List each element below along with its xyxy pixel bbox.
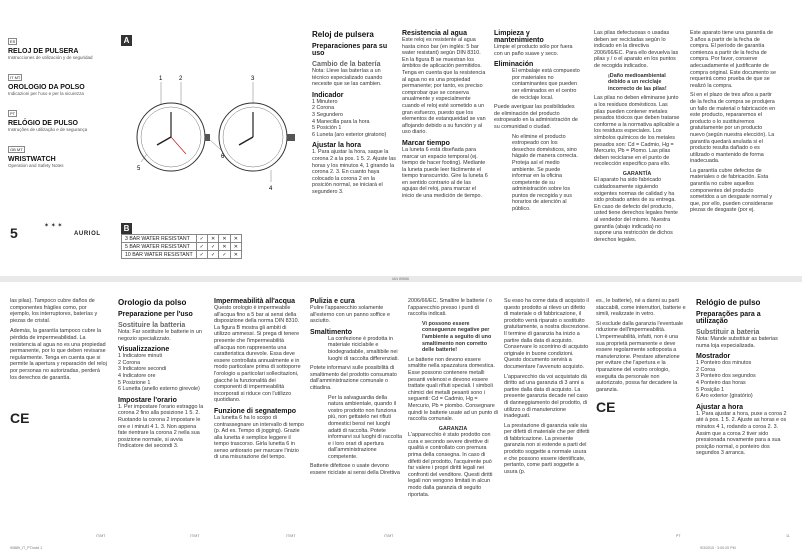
language-entry-pt — [8, 102, 113, 132]
es-battery-heading: Cambio de la batería — [312, 61, 381, 68]
title-pt: RELÓGIO DE PULSO — [8, 120, 79, 127]
table-row — [122, 251, 242, 259]
table-row — [122, 243, 242, 251]
brand-logo: AURIOL — [74, 231, 101, 237]
ce-mark: CE — [596, 399, 616, 416]
list-item: 1 Minutero — [312, 98, 338, 105]
language-entry-es — [8, 30, 113, 60]
it-clean-heading: Pulizia e cura — [310, 298, 355, 305]
it-display-heading: Visualizzazione — [118, 346, 170, 354]
es-disposal-text: El embalaje está compuesto por materiales no contaminantes que pueden ser eliminados en el centro de reciclaje local. — [512, 68, 580, 101]
es-column-1 — [312, 30, 396, 196]
it-col5-text: Su esso ha come data di acquisto il questo prodotto ai rilevo un difetto di materiale o di fabbricazione, il prodotto verrà riparato o sostituito gratuitamente, a nostra discrezione. Il termine di garanzia ha inizio a partire dalla data di acquisto. Conservare lo scontrino di acquisto originale in buone condizioni. Questo documento servirà a documentare l'avvenuto acquisto. — [504, 298, 590, 370]
watch-second-hand-1 — [171, 137, 186, 154]
pt-col1b-text: Si esclude dalla garanzia l'eventuale riduzione dell'impermeabilità. L'impermeabilità, infatti, non è una sua proprietà permanente e deve essere regolarmente sottoposta a manutenzione. Prestare attenzione per evitare che l'apertura e la riparazione del vostro orologio, eseguita da personale non autorizzato, possa far decadere la garanzia. — [596, 320, 684, 393]
table-cell: ✓ — [196, 243, 207, 251]
table-cell: 10 BAR WATER RESISTANT — [122, 251, 197, 259]
it-left-text: las pilas). Tampoco cubre daños de componentes frágiles como, por ejemplo, los interruptores, baterías y piezas de cristal. — [10, 298, 98, 324]
it-prep-heading: Preparazione per l'uso — [118, 311, 193, 318]
panel-a — [121, 30, 301, 202]
subtitle-pt: Instruções de utilização e de segurança — [8, 127, 88, 132]
it-clean-text: Pulire l'apparecchio solamente all'esterno con un panno soffice e asciutto. — [310, 305, 391, 325]
es-col5b-text: Si en el plazo de tres años a partir de la fecha de compra se produjera un fallo de material o fabricación en este producto, repararemos el producto o lo sustituiremos gratuitamente por un producto nuevo (según nuestra elección). La garantía quedará anulada si el producto resulta dañado o es utilizado o mantenido de forma inadecuada. — [690, 92, 776, 165]
it-function-text: La lunetta 6 ha lo scopo di contrassegnare un intervallo di tempo (p. Ad es. Tempo di jogging). Grazie alla lunetta è semplice leggere il tempo trascorso. Girla lunetta 6 in senso antiorario per marcare l'inizio di una misurazione del tempo. — [214, 414, 304, 461]
it-disposal-text: La confezione è prodotta in materiale riciclabile e biodegradabile, smaltibile nei luoghi di raccolta differenziati. — [328, 335, 399, 362]
table-cell: ✕ — [230, 251, 241, 259]
list-item: 2 Corona — [118, 359, 141, 366]
list-item: 2 Coroa — [696, 366, 716, 373]
title-it: OROLOGIO DA POLSO — [8, 84, 85, 91]
flag-es: ES — [10, 39, 16, 44]
pt-display-list — [696, 360, 790, 400]
es-battery-note: Nota: Lleve las baterías a un técnico especializado cuando necesite que se las cambien. — [312, 68, 383, 88]
list-item: 5 Posición 1 — [312, 125, 342, 132]
pt-display-heading: Mostrador — [696, 353, 731, 361]
ce-mark: CE — [10, 410, 30, 426]
footer-label: IT/MT — [96, 534, 106, 538]
footer-label: IT/MT — [190, 534, 200, 538]
table-cell: ✓ — [208, 251, 219, 259]
crown-2 — [287, 134, 295, 141]
footer-label: IT/MT — [286, 534, 296, 538]
es-disposal-text2: Puede averiguar las posibilidades de eliminación del producto estropeado en la administración de su comunidad o ciudad. — [494, 104, 578, 130]
es-time-text: La luneta 6 está diseñada para marcar un espacio temporal (ej. tiempo de hacer footing). Mediante la luneta puede leer fácilmente el tiempo transcurrido. Gire la luneta 6 en sentido contrario al de las agujas del reloj, para marcar el inicio de una medición de tiempo. — [402, 146, 488, 200]
crown-1 — [205, 134, 210, 141]
pt-battery-note: Nota: Mande substituir as baterias numa loja especializada. — [696, 336, 778, 349]
list-item: 1 Indicatore minuti — [118, 353, 163, 360]
it-disposal-text3: Per la salvaguardia della natura ambientale, quando il vostro prodotto non funziona più, non gettatelo nei rifiuti domestici bensì nei luoghi adatti di raccolta. Potete informarvi sui luoghi di raccolta e i loro orari di apertura dall'amministrazione competente. — [328, 394, 403, 460]
title-es: RELOJ DE PULSERA — [8, 48, 79, 55]
it-battery-heading: Sostituire la batteria — [118, 322, 186, 329]
it-set-steps: 1. Per impostare l'orario estraggo la corona 2 fino alla posizione 1 5. 2. Ruotando la corona 2 impostare le ore e i minuti 4 1. 3. Non appena fate rientrare la corona 2 nella sua posizione normale, si avvia l'indicatore dei secondi 3. — [118, 403, 204, 450]
es-disposal-heading: Eliminación — [494, 61, 534, 69]
es-water-heading: Resistencia al agua — [402, 30, 467, 37]
es-col4b-text: Las pilas no deben eliminarse junto a los residuos domésticos. Las pilas pueden contener metales pesados tóxicos que deben tratarse conforme a la normativa aplicable a los residuos especiales. Los símbolos químicos de los metales pesados son: Cd = Cadmio, Hg = Mercurio, Pb = Plomo. Las pilas deben reciclarse en el punto de recolección especifico para ello. — [594, 95, 680, 168]
table-cell: 3 BAR WATER RESISTANT — [122, 235, 197, 243]
es-indicator-list — [312, 99, 396, 139]
pt-set-heading: Ajustar a hora — [696, 403, 744, 411]
it-battery-note: Nota: Far sostituire le batterie in un negozio specializzato. — [118, 329, 202, 342]
es-column-4 — [594, 30, 680, 243]
table-cell: ✕ — [219, 235, 230, 243]
it-title: Orologio da polso — [118, 298, 187, 307]
it-display-list — [118, 353, 204, 393]
watch-hour-hand-1 — [157, 137, 171, 145]
it-disposal-heading: Smaltimento — [310, 328, 353, 336]
list-item: 3 Ponteiro dos segundos — [696, 373, 756, 380]
es-adjust-steps: 1. Para ajustar la hora, saque la corona 2 a la pos. 1 5. 2. Ajuste las horas y los minutos 4, 1 girando la corona 2. 3. En cuanto haya colocado la corona 2 en la posición normal, se iniciará el segundero 3. — [312, 149, 396, 195]
title-gb: WRISTWATCH — [8, 156, 56, 163]
es-disposal-text3: No elimine el producto estropeado con los desechos domésticos, sino hágalo de manera correcta. Proteja así el medio ambiente. Se puede informar en la oficina competente de su administración sobre los puntos de recogida y sus horarios de atención al público. — [512, 133, 578, 213]
table-cell: ✕ — [208, 235, 219, 243]
flag-pt: PT — [10, 111, 16, 116]
list-item: 1 Ponteiro dos minutos — [696, 360, 752, 367]
callout-3: 3 — [251, 76, 255, 82]
cover-page — [0, 0, 802, 276]
footer-page-number: 11 — [786, 534, 790, 538]
list-item: 4 Ponteiro das horas — [696, 379, 746, 386]
it-col5c-text: La prestazione di garanzia vale sia per difetti di materiale che per difetti di fabbricazione. La presente garanzia non si estende a parti del prodotto soggette a normale usura e che possono essere identificate, pertanto, come parti soggette a usura (p. — [504, 422, 590, 475]
flag-gb: GB MT — [10, 147, 23, 152]
es-clean-heading: Limpieza y mantenimiento — [494, 30, 544, 44]
es-clean-text: Limpie el producto sólo por fuera con un paño suave y seco. — [494, 44, 573, 57]
list-item: 4 Manecilla para la hora — [312, 118, 370, 125]
table-cell: ✕ — [230, 235, 241, 243]
es-title: Reloj de pulsera — [312, 30, 374, 39]
it-column-3 — [214, 298, 304, 461]
table-cell: ✓ — [219, 251, 230, 259]
product-code: IAN 89686 — [392, 277, 409, 281]
water-resist-table — [121, 234, 242, 259]
pt-prep-heading: Preparações para a utilização — [696, 311, 761, 325]
list-item: 6 Lunetta (anello esterno girevole) — [118, 386, 200, 393]
it-column-5 — [408, 298, 498, 498]
content-page — [0, 277, 802, 558]
subtitle-es: Instrucciones de utilización y de seguridad — [8, 55, 93, 60]
pt-battery-heading: Substituir a bateria — [696, 329, 760, 336]
subtitle-gb: Operation and Safety Notes — [8, 163, 64, 168]
es-col4-text: Las pilas defectuosas o usadas deben ser recicladas según lo indicado en la directiva 2006/66/EC. Para ello devuelva las pilas y / o el aparato en los puntos de recogida indicados. — [594, 30, 679, 69]
es-guarantee-heading: GARANTÍA — [622, 170, 652, 177]
it-set-heading: Impostare l'orario — [118, 396, 177, 404]
language-entry-it — [8, 66, 113, 96]
language-list — [8, 30, 113, 174]
it-water-text: Questo orologio è impermeabile all'acqua fino a 5 bar ai sensi della disposizione della norma DIN 8310. La figura B mostra gli ambiti di utilizzo ammessi. Si prega di tenere presente che l'impermeabilità all'acqua non rappresenta una caratteristica durevole. Essa deve essere controllata annualmente e in modo particolare prima di sottoporre l'orologio a particolari sollecitazioni, giacché la funzionalità dei componenti di impermeabilità incorporati si riduce con l'utilizzo quotidiano. — [214, 305, 301, 404]
ce-mark-icon: ✶ ✶ ✶ — [44, 223, 63, 229]
list-item: 5 Posizione 1 — [118, 379, 151, 386]
list-item: 5 Posição 1 — [696, 386, 725, 393]
it-disposal-text2: Potete informarvi sulle possibilità di smaltimento del prodotto consumato dall'amministrazione comunale o cittadina. — [310, 365, 397, 391]
it-left-text2: Además, la garantía tampoco cubre la pérdida de impermeabilidad. La resistencia al agua no es una propiedad permanente, por lo que deben revisarse regularmente. Tenga en cuenta que si permite la apertura y reparación del reloj por personas no autorizadas, perderá los derechos de garantía. — [10, 328, 107, 381]
list-item: 3 Indicatore secondi — [118, 366, 167, 373]
table-cell: ✕ — [219, 243, 230, 251]
table-cell: ✕ — [230, 243, 241, 251]
list-item: 2 Corona — [312, 105, 335, 112]
callout-1: 1 — [159, 76, 163, 82]
table-cell: 5 BAR WATER RESISTANT — [122, 243, 197, 251]
watch-hour-hand-2 — [239, 137, 253, 145]
list-item: 6 Aro exterior (giratório) — [696, 393, 753, 400]
subtitle-it: Indicazioni per l'uso e per la sicurezza — [8, 91, 84, 96]
watch-diagram — [121, 42, 301, 202]
it-column-4 — [310, 298, 402, 477]
it-guarantee-text: L'apparecchio è stato prodotto con cura e secondo severe direttive di qualità e controllato con premura prima della consegna. In caso di difetti del prodotto, l'acquirente può far valere i propri diritti legali nei confronti del venditore. Questi diritti legali non vengono limitati in alcun modo dalla garanzia di seguito riportata. — [408, 432, 493, 498]
page-number: 5 — [10, 225, 18, 241]
pt-column-2 — [696, 298, 790, 457]
es-guarantee-text: El aparato ha sido fabricado cuidadosamente siguiendo exigentes normas de calidad y ha sido probado antes de su entrega. En caso de defecto del producto, usted tiene derechos legales frente al vendedor del mismo. Nuestra garantía (abajo indicada) no supone una restricción de dichos derechos legales. — [594, 177, 678, 243]
callout-6: 6 — [221, 154, 225, 160]
it-column-1 — [10, 298, 108, 426]
panel-b-label: B — [121, 223, 132, 234]
es-time-heading: Marcar tiempo — [402, 139, 450, 147]
es-indicator-heading: Indicador — [312, 91, 344, 99]
flag-it: IT MT — [10, 75, 21, 80]
panel-b — [121, 218, 301, 258]
table-cell: ✓ — [196, 251, 207, 259]
it-col5b-text: L'apparecchio da voi acquistato dà diritto ad una garanzia di 3 anni a partire dalla data di acquisto. La presente garanzia decade nel caso di danneggiamento del prodotto, di utilizzo o di manutenzione inadeguati. — [504, 373, 588, 420]
it-col4b-text: Le batterie non devono essere smaltite nella spazzatura domestica. Esse possono contenere metalli pesanti velenosi e devono essere trattate quali rifiuti speciali. I simboli chimici dei metalli pesanti sono i seguenti: Cd = Cadmio, Hg = Mercurio, Pb = piombo. Consegnare quindi le batterie usate ad un punto di raccolta comunale. — [408, 356, 498, 423]
table-cell: ✓ — [208, 243, 219, 251]
callout-2: 2 — [179, 76, 183, 82]
pt-col1-text: es., le batterie), né a danni su parti staccabili, come interruttori, batterie e simili, realizzate in vetro. — [596, 298, 686, 318]
es-water-text: Este reloj es resistente al agua hasta cinco bar (en inglés: 5 bar water resistant) según DIN 8310. En la figura B se muestran los ámbitos de aplicación permitidos. Tenga en cuenta que la resistencia al agua no es una propiedad permanente; por tanto, es preciso comprobar que se conserva anualmente y especialmente cuando el reloj esté sometido a un gran esfuerzo, puesto que los elementos de estanqueidad se van aflojando debido a su función y al uso diario. — [402, 37, 486, 136]
it-warning-text: Vi possono essere conseguenze negative per l'ambiente a seguito di uno smaltimento non corretto delle batterie! — [422, 320, 492, 354]
language-entry-gb — [8, 138, 113, 168]
footer-file: 90889_IT_PT.indd 1 — [10, 546, 43, 550]
list-item: 4 Indicatore ore — [118, 372, 156, 379]
pt-set-steps: 1. Para ajustar a hora, puxe a coroa 2 até à pos. 1 5. 2. Ajuste as horas e os minutos 4 1, rodando a coroa 2. 3. Assim que a coroa 2 tiver sido pressionada novamente para a sua posição normal, o ponteiro dos segundos 3 arranca. — [696, 410, 787, 457]
callout-4: 4 — [269, 186, 273, 192]
footer-label: IT/MT — [384, 534, 394, 538]
es-warning-text: ¡Daño medioambiental debido a un reciclaje incorrecto de las pilas! — [608, 72, 667, 92]
es-col5c-text: La garantía cubre defectos de materiales o de fabricación. Esta garantía no cubre aquellos componentes del producto sometidos a un desgaste normal y que, por ello, pueden considerarse piezas de desgaste (por ej. — [690, 167, 774, 214]
pt-column-1 — [596, 298, 688, 415]
it-column-6 — [504, 298, 590, 475]
es-column-2 — [402, 30, 488, 200]
list-item: 3 Segundero — [312, 111, 343, 118]
pt-title: Relógio de pulso — [696, 298, 761, 307]
callout-5: 5 — [137, 166, 141, 172]
it-function-heading: Funzione di segnatempo — [214, 407, 297, 415]
es-col5-text: Este aparato tiene una garantía de 3 años a partir de la fecha de compra. El período de garantía comienza a partir de la fecha de compra. Por favor, conserve adecuadamente el justificante de compra original. Este documento se requerirá como prueba de que se realizó la compra. — [690, 30, 776, 89]
table-cell: ✓ — [196, 235, 207, 243]
list-item: 6 Luneta (aro exterior giratorio) — [312, 131, 387, 138]
es-prep-heading: Preparaciones para su uso — [312, 43, 388, 57]
footer-date: 9/3/2015 · 3:00:20 PM — [700, 546, 736, 550]
it-guarantee-heading: GARANZIA — [438, 425, 468, 432]
panel-a-label: A — [121, 35, 132, 46]
footer-label: PT — [676, 534, 681, 538]
es-column-3 — [494, 30, 580, 213]
table-row — [122, 235, 242, 243]
es-adjust-heading: Ajustar la hora — [312, 142, 362, 150]
it-column-2 — [118, 298, 204, 450]
es-column-5 — [690, 30, 776, 214]
it-col4-text: 2006/66/EC. Smaltire le batterie / o l'apparecchio presso i punti di raccolta indicati. — [408, 298, 492, 318]
it-disposal-text4: Batterie difettose o usate devono essere riciclate ai sensi della Direttiva — [310, 463, 400, 477]
it-water-heading: Impermeabilità all'acqua — [214, 298, 296, 305]
